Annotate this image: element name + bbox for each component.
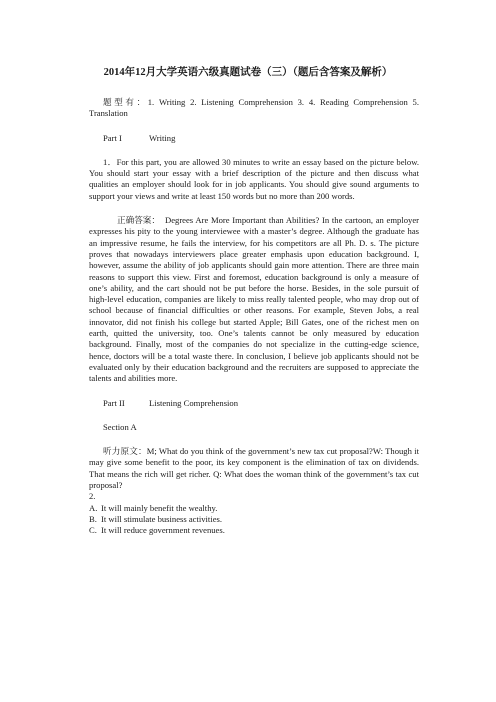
option-a-letter: A. xyxy=(89,502,98,513)
part2-heading xyxy=(89,398,419,409)
part2-label: Part II xyxy=(103,397,125,408)
question-2-number: 2. xyxy=(89,491,96,502)
question-1-prompt: For this part, you are allowed 30 minutes to write an essay based on the picture below. You should start your essay with a brief description of the picture and then discuss what qualities an employer should look for in job applicants. You should give sound arguments to support your views and write at least 150 words but no more than 200 words. xyxy=(89,156,419,201)
option-b-letter: B. xyxy=(89,513,97,524)
transcript xyxy=(89,446,419,491)
answer-1-text: Degrees Are More Important than Abilities? In the cartoon, an employer expresses his pity to the young interviewee with a master’s degree. Although the graduate has an impressive resume, he fails the interview, for his competitors are all Ph. D. s. The picture proves that nowadays interviewers place greater emphasis upon education background. I, however, assume the ability of job applicants should gain more attention. There are three main reasons to support this view. First and foremost, education background is only a measure of one’s ability, and the cart should not be put before the horse. Besides, in the sole pursuit of high-level education, companies are likely to miss really talented people, who may drop out of school because of financial difficulties or other reasons. For example, Steven Jobs, a real innovator, did not finish his college but started Apple; Bill Gates, one of the richest men on earth, quitted the university, too. One’s talents cannot be only measured by education background. Finally, most of the companies do not specialize in the cutting-edge science, hence, doctors will be a total waste there. In conclusion, I believe job applicants should not be evaluated only by their education background and the recruiters are supposed to appreciate the talents and abilities more. xyxy=(89,215,419,384)
part1-name: Writing xyxy=(149,132,176,143)
option-c xyxy=(89,525,419,536)
part2-name: Listening Comprehension xyxy=(149,397,239,408)
option-a xyxy=(89,503,419,514)
section-a-heading: Section A xyxy=(103,421,137,432)
option-b xyxy=(89,514,419,525)
answer-1 xyxy=(89,215,419,384)
question-1-number: 1． xyxy=(103,156,117,167)
option-b-text: It will stimulate business activities. xyxy=(101,513,223,524)
page-title: 2014年12月大学英语六级真题试卷（三）（题后含答案及解析） xyxy=(103,67,393,78)
option-c-letter: C. xyxy=(89,525,97,536)
document-body xyxy=(89,97,419,537)
part1-label: Part I xyxy=(103,132,122,143)
transcript-text: M; What do you think of the government’s new tax cut proposal?W: Though it may give some benefit to the poor, its key component is the elimination of tax on dividends. That means the rich will get richer. Q: What does the woman think of the government’s tax cut proposal? xyxy=(89,446,419,491)
question-1 xyxy=(89,157,419,202)
answer-1-label: 正确答案： xyxy=(117,215,160,226)
option-a-text: It will mainly benefit the wealthy. xyxy=(101,502,218,513)
part1-heading xyxy=(89,133,419,144)
question-types: 题型有：1. Writing 2. Listening Comprehension 3. 4. Reading Comprehension 5. Translation xyxy=(89,97,419,119)
option-c-text: It will reduce government revenues. xyxy=(101,525,225,536)
transcript-label: 听力原文： xyxy=(103,446,147,457)
